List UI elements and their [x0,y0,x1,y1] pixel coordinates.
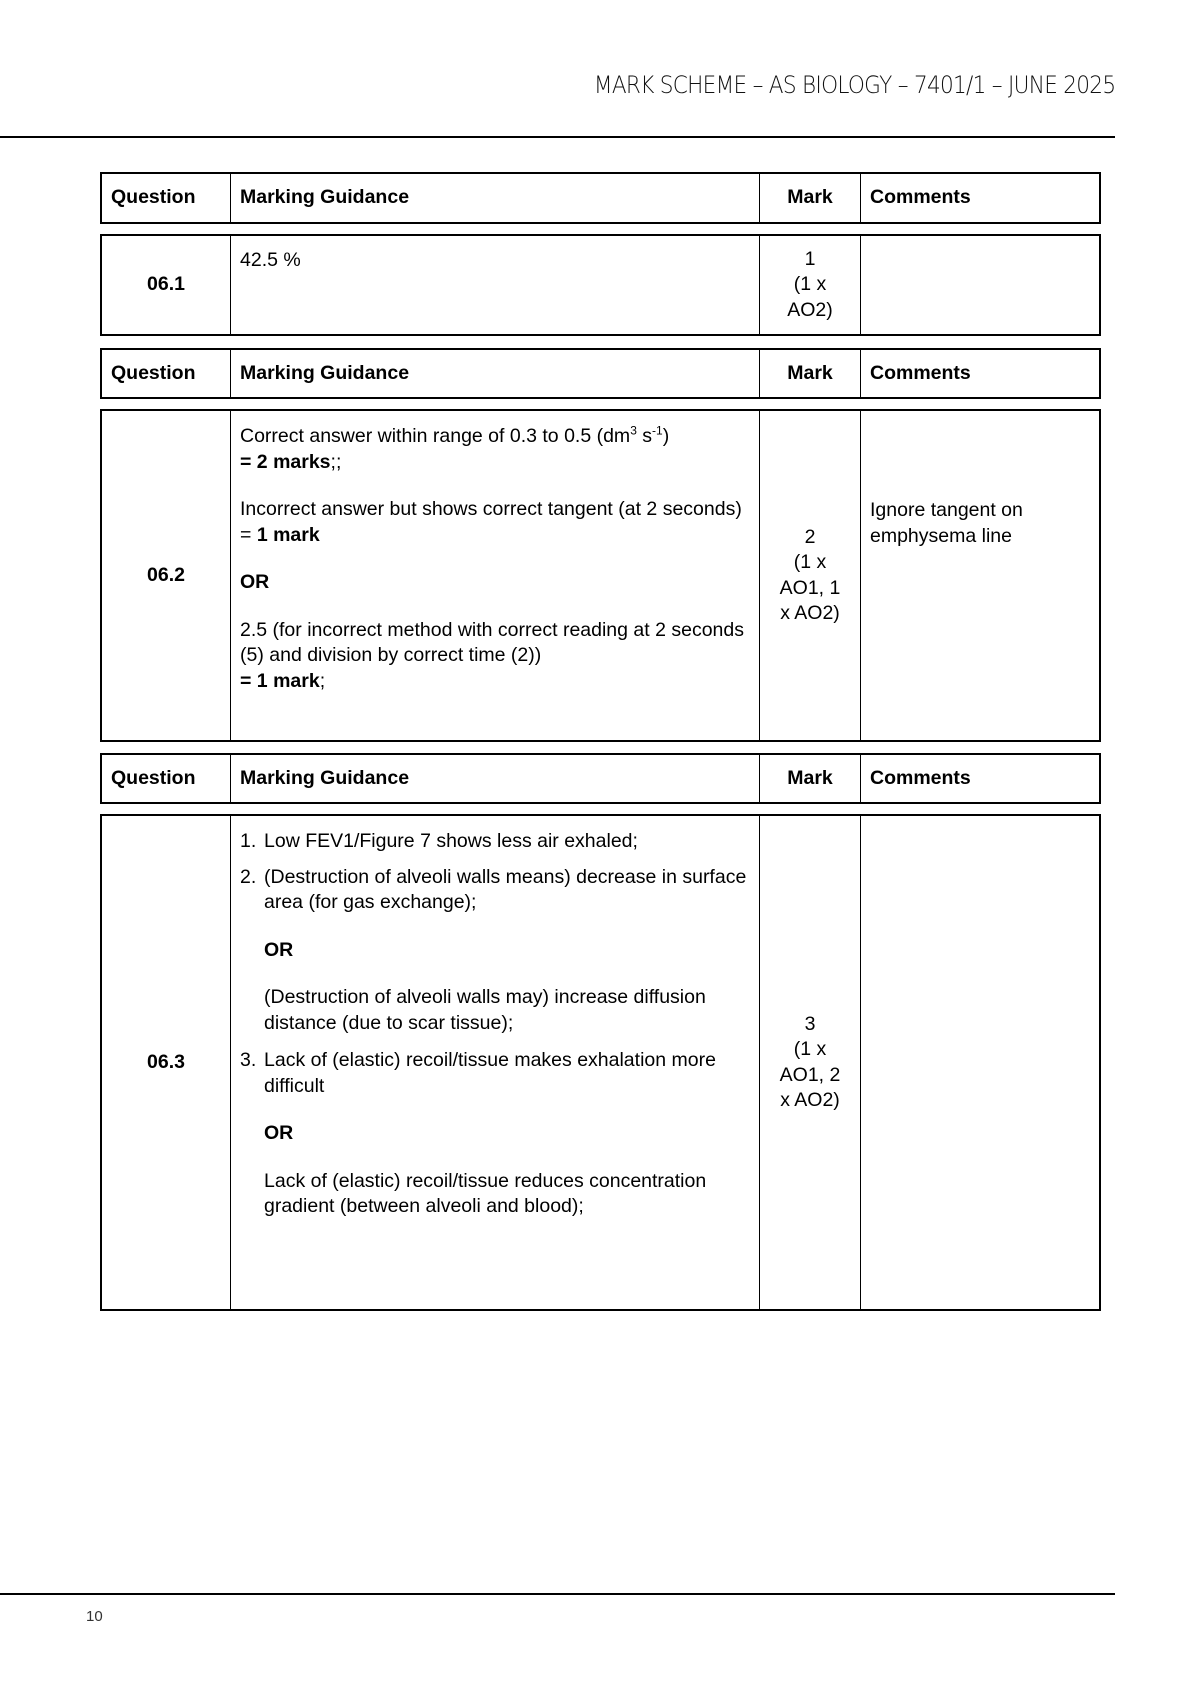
header-rule [0,136,1115,138]
list-item: 3. Lack of (elastic) recoil/tissue makes exhalation more difficult OR Lack of (elastic) recoil/tissue reduces concentration gradient (between alveoli and blood); [240,1049,716,1217]
comments [860,816,1099,1309]
footer-rule [0,1593,1115,1595]
col-guidance: Marking Guidance [230,174,759,222]
col-comments: Comments [860,174,1099,222]
guidance: Correct answer within range of 0.3 to 0.5 ($dm^3$ $s^{-1}$) = 2 marks;; Incorrect answer but shows correct tangent (at 2 seconds) = 1 mark OR 2.5 (for incorrect method with correct reading at 2 seconds (5) and division by correct time (2)) = 1 mark; [230,411,759,740]
table-row-06-3 [100,814,1101,1311]
col-guidance: Marking Guidance [230,350,759,397]
col-mark: Mark [759,350,860,397]
mark: 2 (1 x AO1, 1 x AO2) [759,411,860,740]
table-header [100,753,1101,804]
table-header [100,348,1101,399]
question-number: 06.2 [147,563,185,586]
running-header: MARK SCHEME – AS BIOLOGY – 7401/1 – JUNE 2025 [593,71,1115,99]
col-question: Question [111,186,196,209]
col-comments: Comments [860,350,1099,397]
mark: 3 (1 x AO1, 2 x AO2) [759,816,860,1309]
list-item: 1. Low FEV1/Figure 7 shows less air exhaled; [240,830,638,852]
comments [860,236,1099,334]
col-question: Question [111,361,196,384]
list-item: 2. (Destruction of alveoli walls means) decrease in surface area (for gas exchange); OR (Destruction of alveoli walls may) increase diffusion distance (due to scar tissue); [240,865,747,1034]
table-header [100,172,1101,224]
question-number: 06.1 [147,273,185,296]
table-row-06-2 [100,409,1101,742]
col-question: Question [111,766,196,789]
guidance: 42.5 % [230,236,759,334]
col-comments: Comments [860,755,1099,802]
col-mark: Mark [759,174,860,222]
comments: Ignore tangent on emphysema line [860,411,1099,740]
col-guidance: Marking Guidance [230,755,759,802]
mark: 1 (1 x AO2) [759,236,860,334]
guidance [230,816,759,1309]
question-number: 06.3 [147,1050,185,1073]
page-number: 10 [86,1608,103,1625]
col-mark: Mark [759,755,860,802]
table-row-06-1 [100,234,1101,336]
